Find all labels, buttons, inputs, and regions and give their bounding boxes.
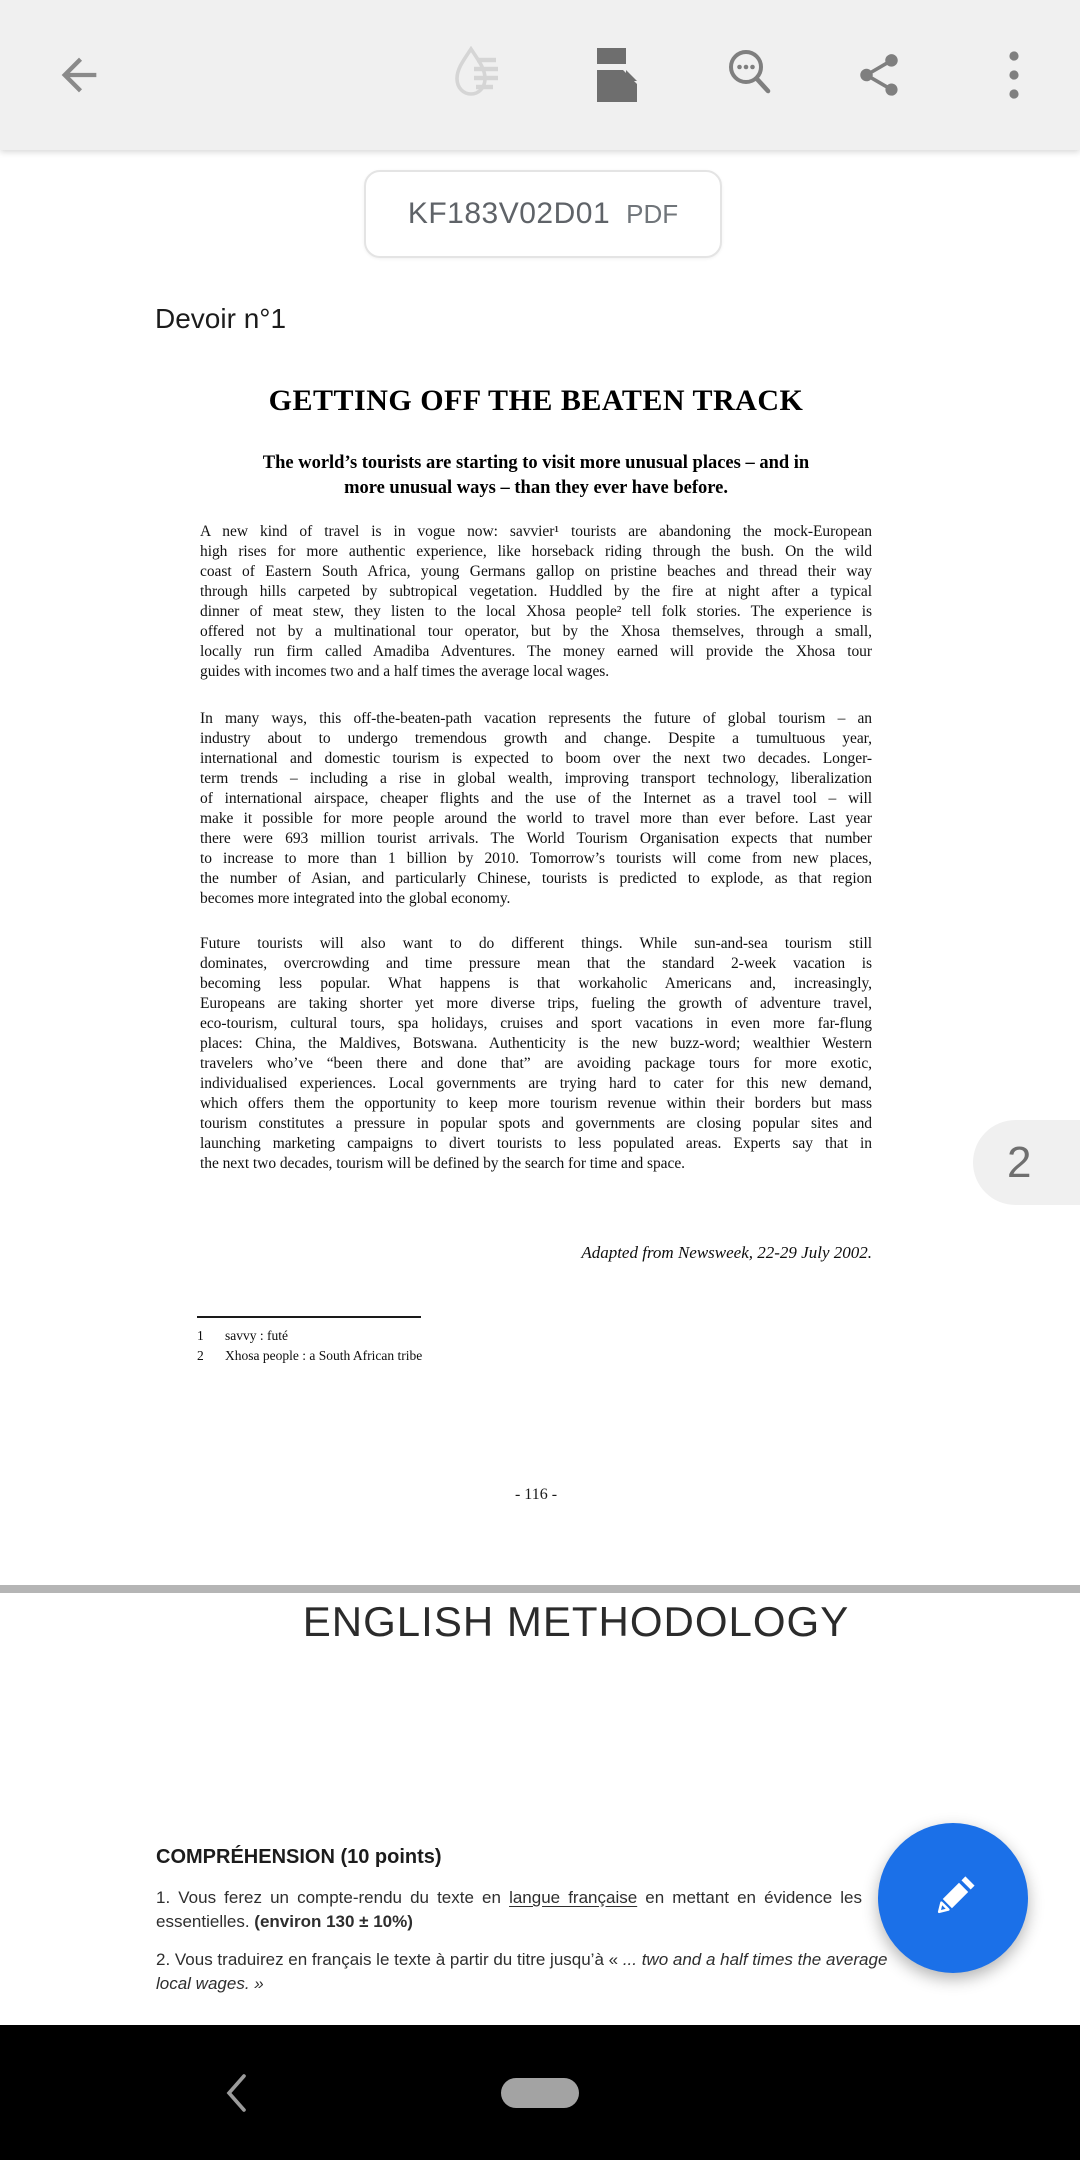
edit-fab[interactable] [878,1823,1028,1973]
question-2-line-2: local wages. » [156,1974,264,1993]
page-indicator-number: 2 [1007,1137,1032,1187]
page-gap-divider [0,1585,1080,1593]
page-layout-icon[interactable] [592,44,644,106]
printed-page-number: - 116 - [514,1486,558,1503]
back-arrow-icon[interactable] [50,46,108,104]
share-icon[interactable] [852,48,906,102]
article-paragraph-2: In many ways, this off-the-beaten-path vacation represents the future of global tourism – an industry about to undergo tremendous growth and change. Despite a tumultuous year, international and domestic tourism is expected to boom over the next two decades. Longer- term trends – including a rise in global wealth, improving transport technology, liberalization of international airspace, cheaper flights and the use of the Internet as a travel tool – will make it possible for more people around the world to travel more than ever before. Last year there were 693 million tourist arrivals. The World Tourism Organisation expects that number to increase to more than 1 billion by 2010. Tomorrow’s tourists will come from new places, the number of Asian, and particularly Chinese, tourists is predicted to explode, as that region becomes more integrated into the global economy. [200,710,872,907]
nav-home-pill[interactable] [501,2078,579,2108]
pencil-icon [921,1866,985,1930]
comprehension-heading: COMPRÉHENSION (10 points) [156,1846,442,1868]
footnote-2: 2 Xhosa people : a South African tribe [197,1348,423,1363]
source-attribution: Adapted from Newsweek, 22-29 July 2002. [581,1243,872,1262]
document-filename: KF183V02D01 [407,197,611,230]
question-1-line-1: 1. Vous ferez un compte-rendu du texte en langue française en mettant en évidence les [156,1888,862,1907]
footnote-rule [197,1316,421,1318]
ink-drop-icon[interactable] [444,40,512,112]
document-chip[interactable] [364,170,722,258]
assignment-label: Devoir n°1 [155,303,287,334]
nav-back-chevron-icon[interactable] [220,2071,254,2120]
footnotes [197,1326,422,1366]
system-navigation-bar [0,2025,1080,2160]
question-1-line-2: essentielles. (environ 130 ± 10%) [156,1912,413,1931]
search-in-doc-icon[interactable] [718,40,784,108]
underlined-phrase: langue française [509,1888,638,1907]
article-paragraph-1: A new kind of travel is in vogue now: savvier¹ tourists are abandoning the mock-European high rises for more authentic experience, like horseback riding through the bush. On the wild coast of Eastern South Africa, young Germans gallop on pristine beaches and thread their way through hills carpeted by subtropical vegetation. Huddled by the fire at night after a typical dinner of meat stew, they listen to the local Xhosa people² tell folk stories. The experience is offered not by a multinational tour operator, but by the Xhosa themselves, through a small, locally run firm called Amadiba Adventures. The money earned will provide the Xhosa tour guides with incomes two and a half times the average local wages. [200,523,872,680]
question-2-line-1: 2. Vous traduirez en français le texte à partir du titre jusqu’à « ... two and a half times the average [156,1950,888,1969]
document-filetype-badge: PDF [626,198,679,229]
footnote-1: 1 savvy : futé [197,1328,288,1343]
book-section-heading: ENGLISH METHODOLOGY [302,1598,850,1645]
article-paragraph-3: Future tourists will also want to do different things. While sun-and-sea tourism still dominates, overcrowding and time pressure mean that the standard 2-week vacation is becoming less popular. What happens is that workaholic Americans and, increasingly, Europeans are taking shorter yet more diverse trips, fueling the growth of adventure travel, eco-tourism, cultural tours, spa holidays, cruises and sport vacations in even more far-flung places: China, the Maldives, Botswana. Authenticity is the new buzz-word; wealthier Western travelers who’ve “been there and done that” are avoiding package tours for more exotic, individualised experiences. Local governments are trying hard to cater for this new demand, which offers them the opportunity to keep more tourism revenue within their borders but mass tourism constitutes a pressure in popular spots and governments are closing popular sites and launching marketing campaigns to divert tourists to less populated areas. Experts say that in the next two decades, tourism will be defined by the search for time and space. [200,935,872,1172]
page-indicator-badge [973,1120,1080,1205]
overflow-menu-icon[interactable] [992,46,1036,104]
article-subtitle: The world’s tourists are starting to visit more unusual places – and in more unusual ways – than they ever have before. [262,453,810,498]
article-title: GETTING OFF THE BEATEN TRACK [268,384,804,417]
top-toolbar [0,0,1080,150]
